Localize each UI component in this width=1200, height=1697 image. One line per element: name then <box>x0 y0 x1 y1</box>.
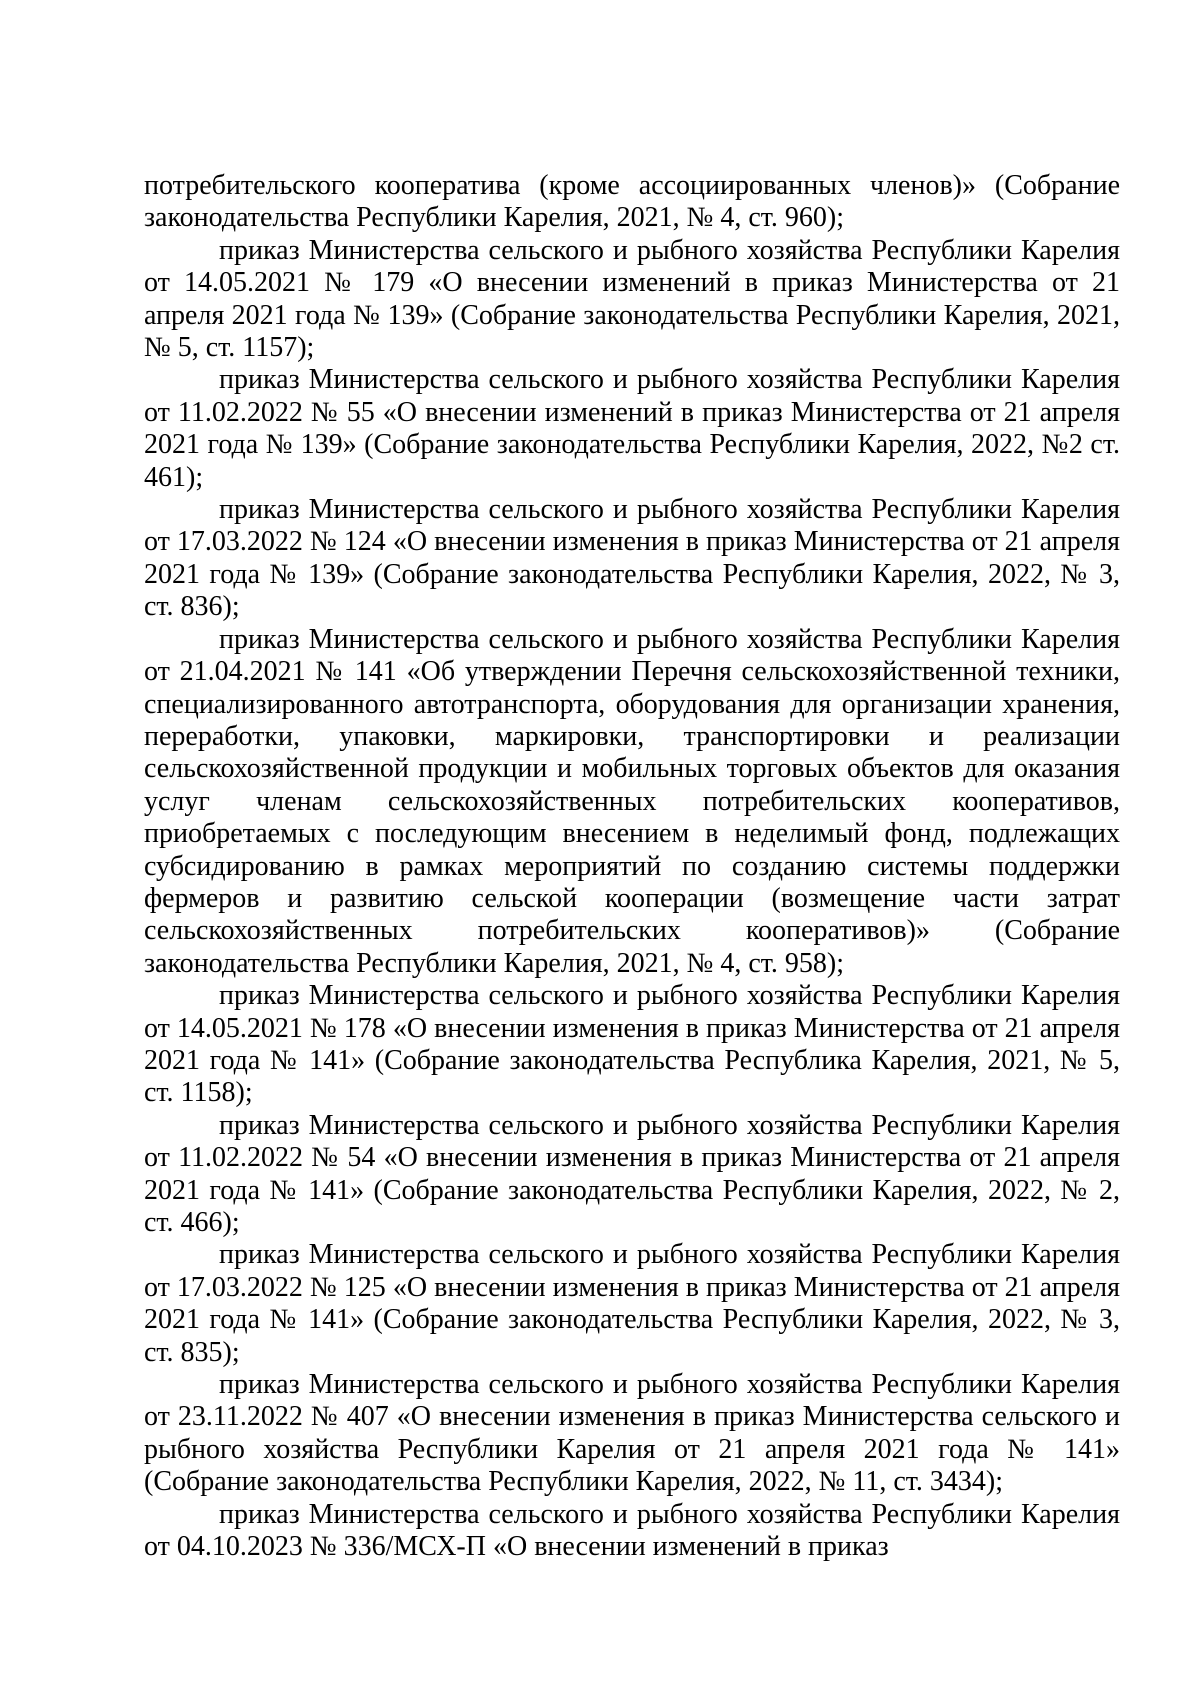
paragraph-order-179: приказ Министерства сельского и рыбного хозяйства Республики Карелия от 14.05.2021 № 179 «О внесении изменений в приказ Министерства от 21 апреля 2021 года № 139» (Собрание законодательства Республики Карелия, 2021, № 5, ст. 1157); <box>144 234 1120 364</box>
paragraph-order-407: приказ Министерства сельского и рыбного хозяйства Республики Карелия от 23.11.2022 № 407 «О внесении изменения в приказ Министерства сельского и рыбного хозяйства Республики Карелия от 21 апреля 2021 года № 141» (Собрание законодательства Республики Карелия, 2022, № 11, ст. 3434); <box>144 1369 1120 1498</box>
paragraph-order-178: приказ Министерства сельского и рыбного хозяйства Республики Карелия от 14.05.2021 № 178 «О внесении изменения в приказ Министерства от 21 апреля 2021 года № 141» (Собрание законодательства Республика Карелия, 2021, № 5, ст. 1158); <box>144 980 1120 1109</box>
paragraph-order-124: приказ Министерства сельского и рыбного хозяйства Республики Карелия от 17.03.2022 № 124 «О внесении изменения в приказ Министерства от 21 апреля 2021 года № 139» (Собрание законодательства Республики Карелия, 2022, № 3, ст. 836); <box>144 494 1120 623</box>
paragraph-order-54: приказ Министерства сельского и рыбного хозяйства Республики Карелия от 11.02.2022 № 54 «О внесении изменения в приказ Министерства от 21 апреля 2021 года № 141» (Собрание законодательства Республики Карелия, 2022, № 2, ст. 466); <box>144 1109 1120 1238</box>
document-page <box>144 170 1120 1563</box>
paragraph-continuation: потребительского кооператива (кроме ассоциированных членов)» (Собрание законодательства Республики Карелия, 2021, № 4, ст. 960); <box>144 170 1120 234</box>
paragraph-order-125: приказ Министерства сельского и рыбного хозяйства Республики Карелия от 17.03.2022 № 125 «О внесении изменения в приказ Министерства от 21 апреля 2021 года № 141» (Собрание законодательства Республики Карелия, 2022, № 3, ст. 835); <box>144 1239 1120 1368</box>
paragraph-order-336: приказ Министерства сельского и рыбного хозяйства Республики Карелия от 04.10.2023 № 336/МСХ-П «О внесении изменений в приказ <box>144 1498 1120 1563</box>
paragraph-order-55: приказ Министерства сельского и рыбного хозяйства Республики Карелия от 11.02.2022 № 55 «О внесении изменений в приказ Министерства от 21 апреля 2021 года № 139» (Собрание законодательства Республики Карелия, 2022, №2 ст. 461); <box>144 364 1120 493</box>
paragraph-order-141: приказ Министерства сельского и рыбного хозяйства Республики Карелия от 21.04.2021 № 141 «Об утверждении Перечня сельскохозяйственной техники, специализированного автотранспорта, оборудования для организации хранения, переработки, упаковки, маркировки, транспортировки и реализации сельскохозяйственной продукции и мобильных торговых объектов для оказания услуг членам сельскохозяйственных потребительских кооперативов, приобретаемых с последующим внесением в неделимый фонд, подлежащих субсидированию в рамках мероприятий по созданию системы поддержки фермеров и развитию сельской кооперации (возмещение части затрат сельскохозяйственных потребительских кооперативов)» (Собрание законодательства Республики Карелия, 2021, № 4, ст. 958); <box>144 623 1120 979</box>
